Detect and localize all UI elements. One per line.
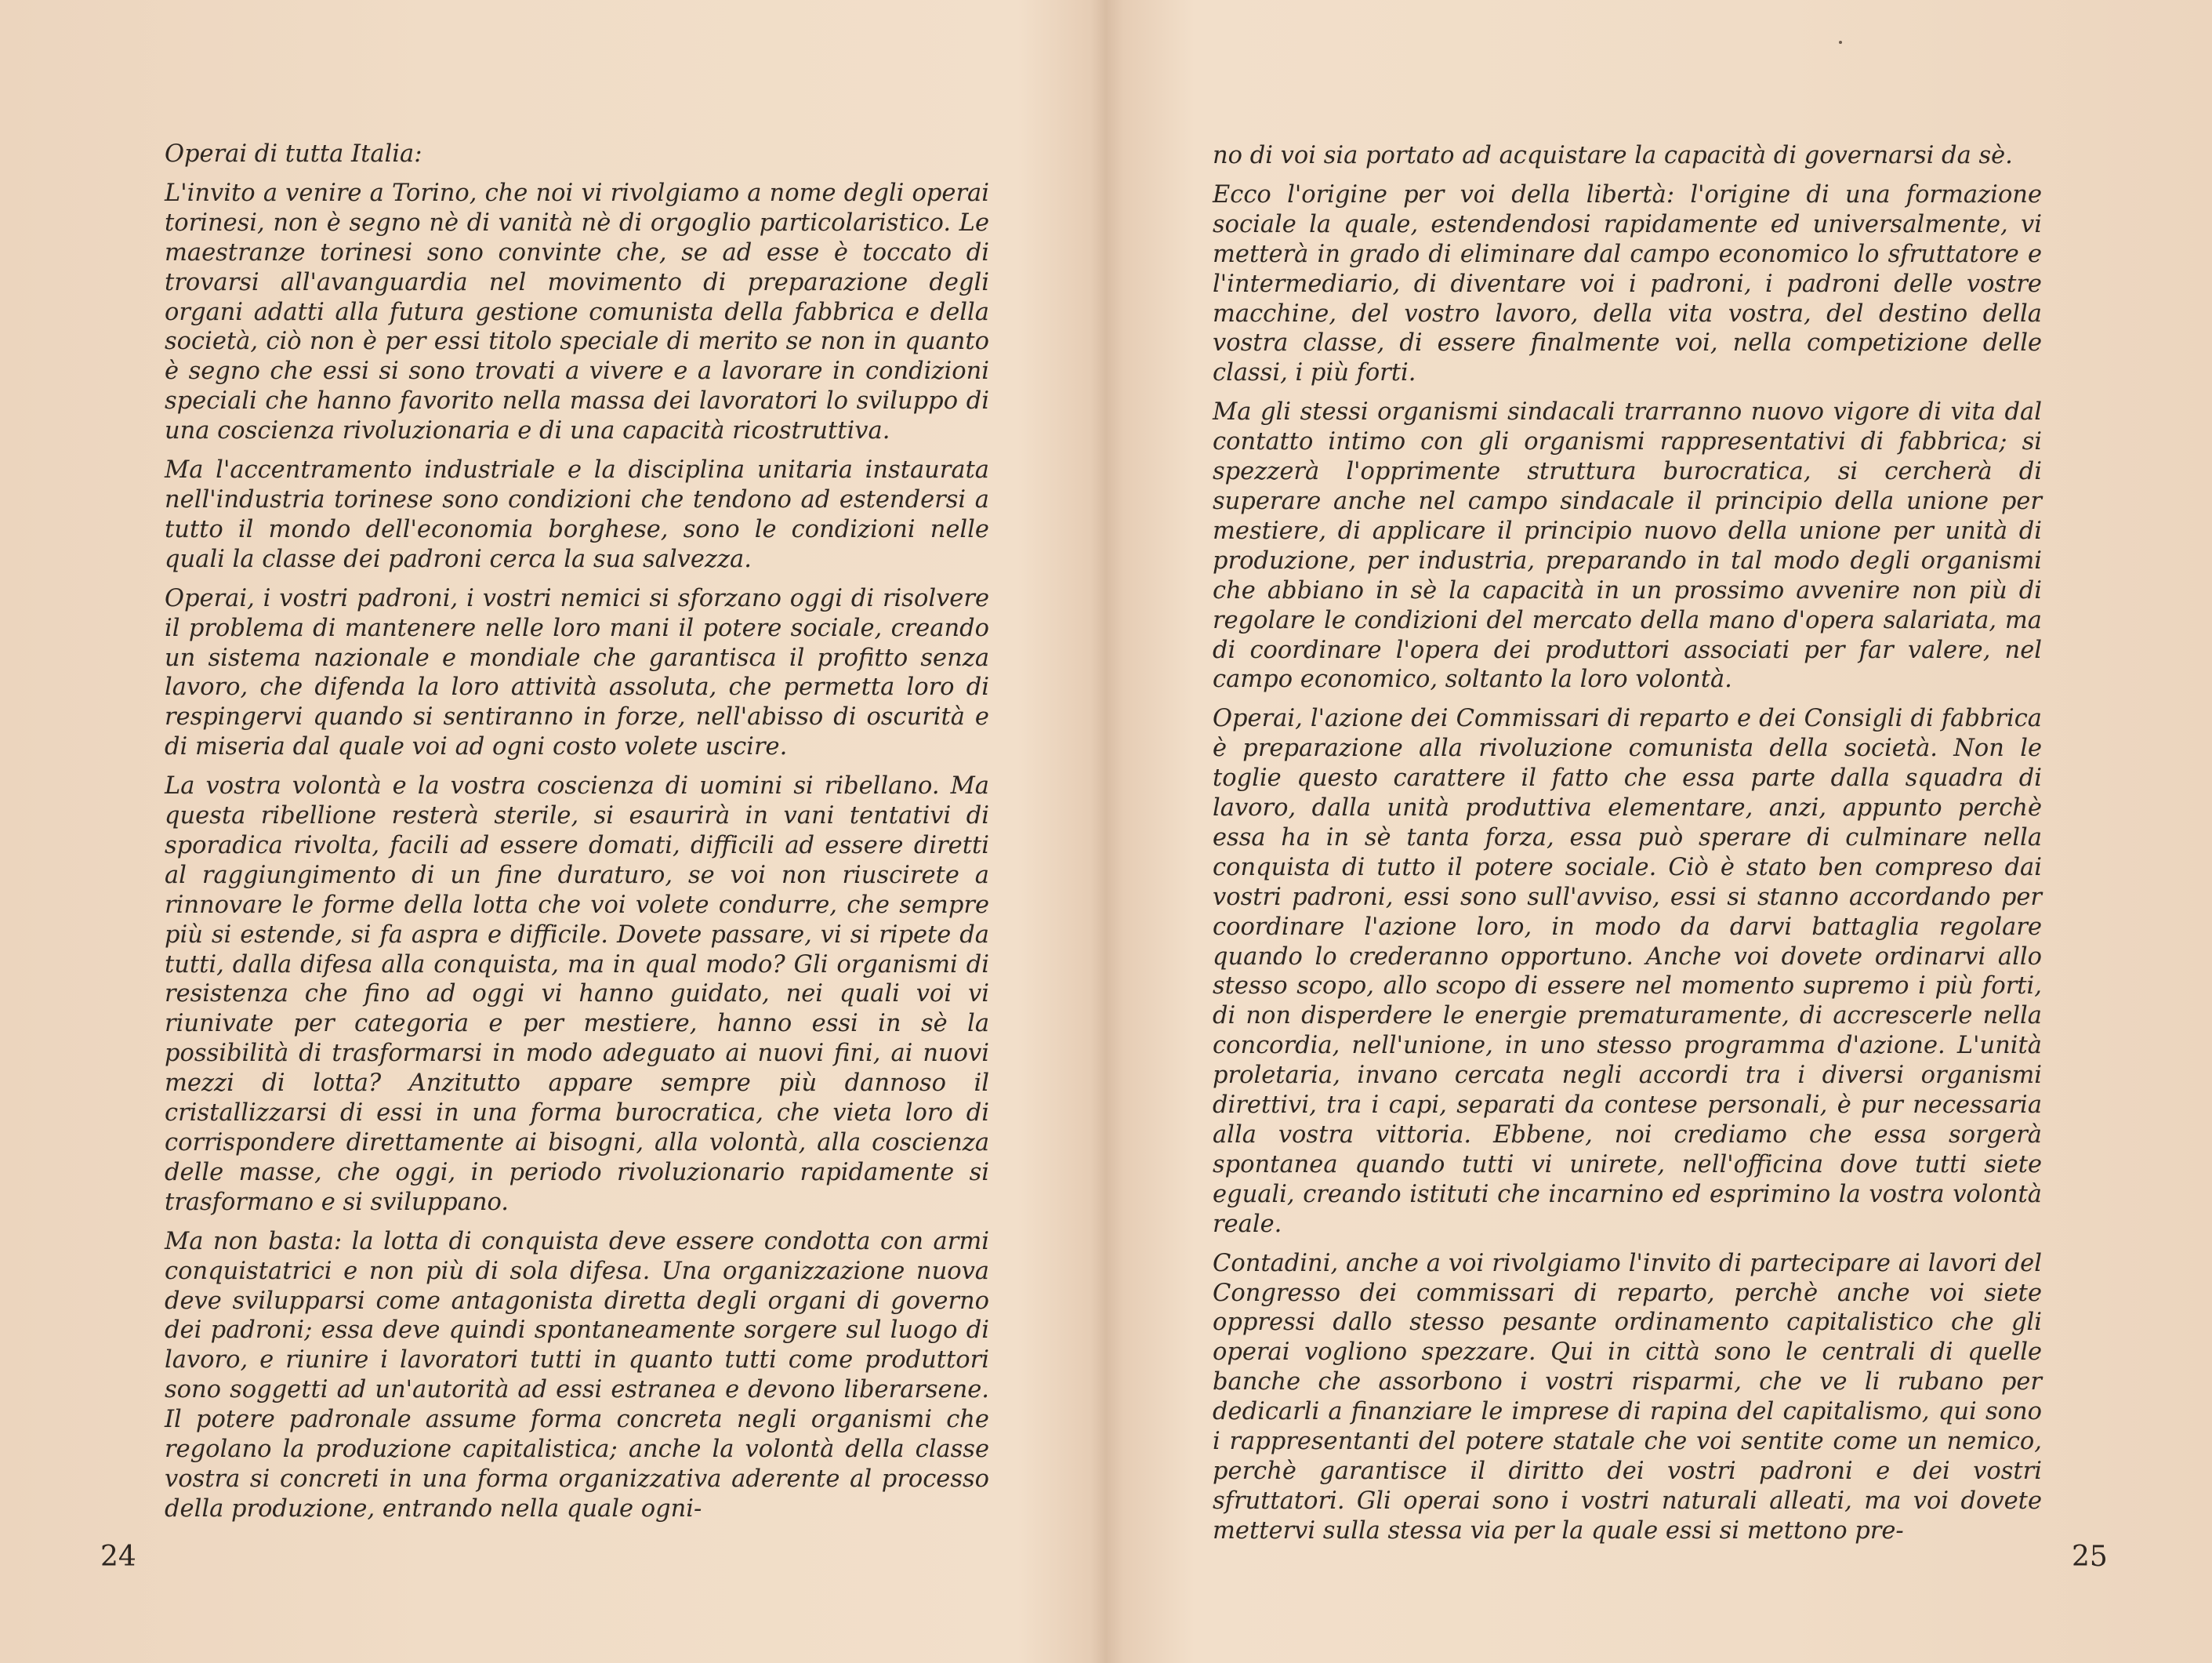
paragraph: L'invito a venire a Torino, che noi vi rivolgiamo a nome degli operai torinesi, non è segno nè di vanità nè di orgoglio particolaristico. Le maestranze torinesi sono convinte che, se ad esse è toccato di trovarsi all'avanguardia nel movimento di preparazione degli organi adatti alla futura gestione comunista della fabbrica e della società, ciò non è per essi titolo speciale di merito se non in quanto è segno che essi si sono trovati a vivere e a lavorare in condizioni speciali che hanno favorito nella massa dei lavoratori lo sviluppo di una coscienza rivoluzionaria e di una capacità ricostruttiva. [165,179,989,445]
right-page-text [1213,141,2042,1556]
paragraph: Operai di tutta Italia: [165,140,422,168]
paragraph: Ma l'accentramento industriale e la disciplina unitaria instaurata nell'industria torinese sono condizioni che tendono ad estendersi a tutto il mondo dell'economia borghese, sono le condizioni nelle quali la classe dei padroni cerca la sua salvezza. [165,456,989,573]
paragraph: Ma non basta: la lotta di conquista deve essere condotta con armi conquistatrici e non più di sola difesa. Una organizzazione nuova deve svilupparsi come antagonista diretta degli organi di governo dei padroni; essa deve quindi spontaneamente sorgere sul luogo di lavoro, e riunire i lavoratori tutti in quanto tutti come produttori sono soggetti ad un'autorità ad essi estranea e devono liberarsene. Il potere padronale assume forma concreta negli organismi che regolano la produzione capitalistica; anche la volontà della classe vostra si concreti in una forma organizzativa aderente al processo della produzione, entrando nella quale ogni‑ [165,1227,989,1523]
paragraph: no di voi sia portato ad acquistare la capacità di governarsi da sè. [1213,142,2013,169]
paragraph: La vostra volontà e la vostra coscienza di uomini si ribellano. Ma questa ribellione resterà sterile, si esaurirà in vani tentativi di sporadica rivolta, facili ad essere domati, difficili ad essere diretti al raggiungimento di un fine duraturo, se voi non riuscirete a rinnovare le forme della lotta che voi volete condurre, che sempre più si estende, si fa aspra e difficile. Dovete passare, vi si ripete da tutti, dalla difesa alla conquista, ma in qual modo? Gli organismi di resistenza che fino ad oggi vi hanno guidato, nei quali voi vi riunivate per categoria e per mestiere, hanno essi in sè la possibilità di trasformarsi in modo adeguato ai nuovi fini, ai nuovi mezzi di lotta? Anzitutto appare sempre più dannoso il cristallizzarsi di essi in una forma burocratica, che vieta loro di corrispondere direttamente ai bisogni, alla volontà, alla coscienza delle masse, che oggi, in periodo rivoluzionario rapidamente si trasformano e si sviluppano. [165,772,989,1216]
page-number: 25 [2072,1541,2108,1573]
paragraph: Ma gli stessi organismi sindacali trarranno nuovo vigore di vita dal contatto intimo con gli organismi rappresentativi di fabbrica; si spezzerà l'opprimente struttura burocratica, si cercherà di superare anche nel campo sindacale il principio della unione per mestiere, di applicare il principio nuovo della unione per unità di produzione, per industria, preparando in tal modo degli organismi che abbiano in sè la capacità in un prossimo avvenire non più di regolare le condizioni del mercato della mano d'opera salariata, ma di coordinare l'opera dei produttori associati per far valere, nel campo economico, soltanto la loro volontà. [1213,398,2042,694]
paper-speck [1839,41,1842,44]
paragraph: Contadini, anche a voi rivolgiamo l'invito di partecipare ai lavori del Congresso dei commissari di reparto, perchè anche voi siete oppressi dallo stesso pesante ordinamento capitalistico che gli operai vogliono spezzare. Qui in città sono le centrali di quelle banche che assorbono i vostri risparmi, che ve li rubano per dedicarli a finanziare le imprese di rapina del capitalismo, qui sono i rappresentanti del potere statale che voi sentite come un nemico, perchè garantisce il diritto dei vostri padroni e dei vostri sfruttatori. Gli operai sono i vostri naturali alleati, ma voi dovete mettervi sulla stessa via per la quale essi si mettono pre‑ [1213,1249,2042,1545]
page-number: 24 [100,1541,136,1573]
paragraph: Ecco l'origine per voi della libertà: l'origine di una formazione sociale la quale, estendendosi rapidamente ed universalmente, vi metterà in grado di eliminare dal campo economico lo sfruttatore e l'intermediario, di diventare voi i padroni, i padroni delle vostre macchine, del vostro lavoro, della vita vostra, del destino della vostra classe, di essere finalmente voi, nella competizione delle classi, i più forti. [1213,180,2042,387]
left-page-text [165,140,989,1534]
right-page [1106,0,2212,1663]
paragraph: Operai, l'azione dei Commissari di reparto e dei Consigli di fabbrica è preparazione alla rivoluzione comunista della società. Non le toglie questo carattere il fatto che essa parte dalla squadra di lavoro, dalla unità produttiva elementare, anzi, appunto perchè essa ha in sè tanta forza, essa può sperare di culminare nella conquista di tutto il potere sociale. Ciò è stato ben compreso dai vostri padroni, essi sono sull'avviso, essi si stanno accordando per coordinare l'azione loro, in modo da darvi battaglia regolare quando lo crederanno opportuno. Anche voi dovete ordinarvi allo stesso scopo, allo scopo di essere nel momento supremo i più forti, di non disperdere le energie prematuramente, di accrescerle nella concordia, nell'unione, in uno stesso programma d'azione. L'unità proletaria, invano cercata negli accordi tra i diversi organismi direttivi, tra i capi, separati da contese personali, è pur necessaria alla vostra vittoria. Ebbene, noi crediamo che essa sorgerà spontanea quando tutti vi unirete, nell'officina dove tutti siete eguali, creando istituti che incarnino ed esprimino la vostra volontà reale. [1213,705,2042,1238]
paragraph: Operai, i vostri padroni, i vostri nemici si sforzano oggi di risolvere il problema di mantenere nelle loro mani il potere sociale, creando un sistema nazionale e mondiale che garantisca il profitto senza lavoro, che difenda la loro attività assoluta, che permetta loro di respingervi quando si sentiranno in forze, nell'abisso di oscurità e di miseria dal quale voi ad ogni costo volete uscire. [165,584,989,761]
